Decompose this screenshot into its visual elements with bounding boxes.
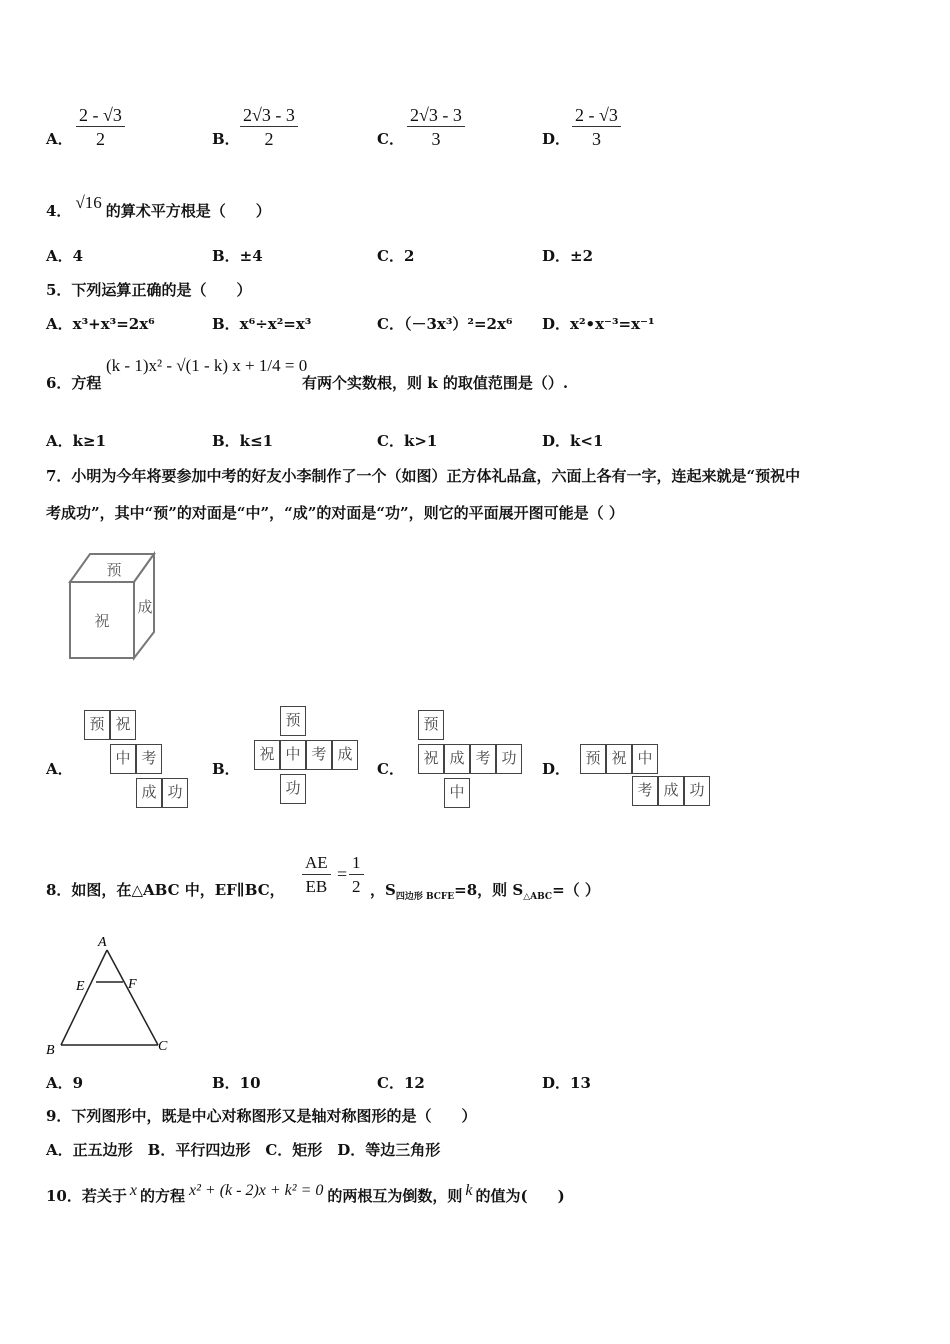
net-cell: 祝 (606, 744, 632, 774)
cube-figure (64, 550, 162, 664)
q10-mid2: 的两根互为倒数，则 (327, 1187, 463, 1205)
q8-option-b: B．10 (212, 1074, 261, 1092)
q3-option-c-label: C． (377, 130, 404, 148)
q8-equals: = (337, 864, 348, 884)
q6-option-d: D．k<1 (542, 432, 604, 450)
q6-equation: (k - 1)x² - √(1 - k) x + 1/4 = 0 (106, 356, 308, 375)
net-cell: 成 (332, 740, 358, 770)
net-cell: 功 (496, 744, 522, 774)
q4-option-b: B．±4 (212, 247, 263, 265)
net-cell: 中 (444, 778, 470, 808)
q4-stem (46, 193, 271, 221)
q7-option-d-label: D． (542, 760, 571, 778)
q3-a-numerator: 2 - √3 (76, 104, 125, 127)
net-cell: 预 (280, 706, 306, 736)
net-cell: 中 (110, 744, 136, 774)
q8-prefix: 8．如图，在△ABC 中，EF∥BC， (46, 881, 285, 899)
q3-b-numerator: 2√3 - 3 (240, 104, 298, 127)
vertex-f: F (128, 977, 137, 992)
q10-stem (46, 1182, 565, 1206)
q8-suffix (370, 879, 600, 902)
q6-option-b: B．k≤1 (212, 432, 274, 450)
q4-number: 4． (46, 202, 72, 220)
q5-option-a: A．x³+x³=2x⁶ (46, 315, 155, 333)
vertex-e: E (76, 979, 85, 994)
q3-option-b-label: B． (212, 130, 240, 148)
q8-area-s1: ，S (370, 881, 396, 899)
net-cell: 祝 (254, 740, 280, 770)
vertex-a: A (98, 935, 107, 950)
net-cell: 成 (136, 778, 162, 808)
q8-ratio-value-numerator: 1 (349, 852, 364, 875)
vertex-b: B (46, 1043, 55, 1058)
net-cell: 成 (444, 744, 470, 774)
q8-option-d: D．13 (542, 1074, 591, 1092)
q4-text: 的算术平方根是（ ） (105, 202, 271, 220)
q4-radical: √16 (75, 193, 102, 212)
q6-option-c: C．k>1 (377, 432, 438, 450)
net-cell: 成 (658, 776, 684, 806)
q5-stem: 5．下列运算正确的是（ ） (46, 281, 252, 299)
q8-ratio-numerator: AE (302, 852, 331, 875)
q3-a-denominator: 2 (95, 129, 105, 149)
q6-option-a: A．k≥1 (46, 432, 107, 450)
q3-option-a-label: A． (46, 130, 73, 148)
q10-suffix: 的值为( ) (475, 1187, 565, 1205)
q8-option-a: A．9 (46, 1074, 84, 1092)
q8-area-s2: =8，则 S (454, 881, 524, 899)
q10-mid: 的方程 (139, 1187, 185, 1205)
q3-option-c-fraction (407, 104, 465, 151)
q4-option-d: D．±2 (542, 247, 594, 265)
q10-prefix: 10．若关于 (46, 1187, 127, 1205)
net-cell: 中 (280, 740, 306, 770)
q7-option-a-label: A． (46, 760, 73, 778)
q3-d-denominator: 3 (591, 129, 601, 149)
q8-sub2: △ABC (523, 892, 553, 902)
net-cell: 预 (580, 744, 606, 774)
net-cell: 功 (162, 778, 188, 808)
q5-option-b: B．x⁶÷x²=x³ (212, 315, 312, 333)
net-cell: 考 (306, 740, 332, 770)
q6-prefix: 6．方程 (46, 374, 102, 392)
q8-ratio-value (349, 852, 364, 899)
net-cell: 功 (684, 776, 710, 806)
q3-c-denominator: 3 (431, 129, 441, 149)
q5-option-c: C．（－3x³）²=2x⁶ (377, 315, 513, 333)
net-cell: 考 (632, 776, 658, 806)
cube-front-face: 祝 (94, 614, 110, 630)
q7-line2: 考成功”，其中“预”的对面是“中”，“成”的对面是“功”，则它的平面展开图可能是（ ） (46, 504, 624, 522)
q9-stem: 9．下列图形中，既是中心对称图形又是轴对称图形的是（ ） (46, 1107, 477, 1125)
q3-b-denominator: 2 (264, 129, 274, 149)
q3-c-numerator: 2√3 - 3 (407, 104, 465, 127)
net-cell: 功 (280, 774, 306, 804)
q6-suffix: 有两个实数根，则 k 的取值范围是（）. (302, 374, 569, 392)
q3-option-d-fraction (572, 104, 621, 151)
net-cell: 预 (84, 710, 110, 740)
q7-line1: 7．小明为今年将要参加中考的好友小李制作了一个（如图）正方体礼品盒，六面上各有一字，连起来就是“预祝中 (46, 467, 801, 485)
q3-option-b-fraction (240, 104, 298, 151)
net-cell: 考 (470, 744, 496, 774)
triangle-figure (40, 930, 180, 1060)
q3-option-a-fraction (76, 104, 125, 151)
vertex-c: C (158, 1039, 168, 1054)
q10-equation: x² + (k - 2)x + k² = 0 (189, 1182, 324, 1199)
q10-var-k: k (465, 1182, 473, 1199)
q8-option-c: C．12 (377, 1074, 425, 1092)
q4-option-c: C．2 (377, 247, 415, 265)
q9-options: A．正五边形 B．平行四边形 C．矩形 D．等边三角形 (46, 1141, 441, 1159)
net-cell: 祝 (418, 744, 444, 774)
q8-answer-paren: =（ ） (552, 881, 600, 899)
net-cell: 预 (418, 710, 444, 740)
q8-ratio-value-denominator: 2 (352, 877, 361, 896)
q4-option-a: A．4 (46, 247, 84, 265)
net-cell: 中 (632, 744, 658, 774)
q8-ratio-denominator: EB (305, 877, 328, 896)
q7-option-c-label: C． (377, 760, 404, 778)
q5-option-d: D．x²•x⁻³=x⁻¹ (542, 315, 655, 333)
net-cell: 考 (136, 744, 162, 774)
q3-d-numerator: 2 - √3 (572, 104, 621, 127)
q3-option-d-label: D． (542, 130, 571, 148)
q7-option-b-label: B． (212, 760, 240, 778)
q8-sub1: 四边形 BCFE (395, 892, 455, 902)
q8-ratio-fraction (302, 852, 331, 899)
net-cell: 祝 (110, 710, 136, 740)
q10-var-x: x (129, 1182, 137, 1199)
cube-side-face: 成 (137, 600, 153, 616)
cube-top-face: 预 (106, 563, 122, 579)
